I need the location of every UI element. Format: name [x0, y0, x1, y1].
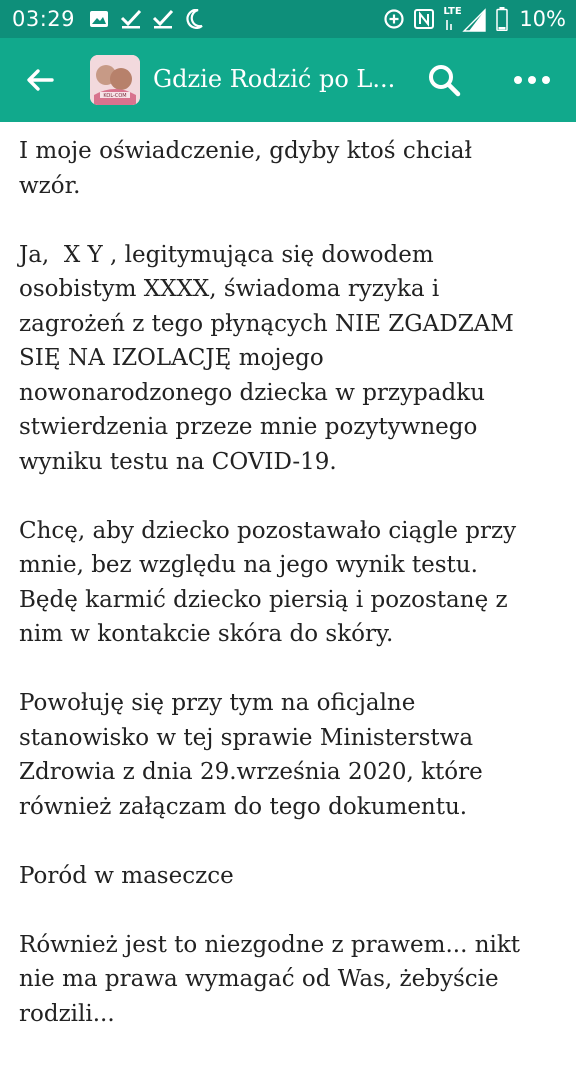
post-paragraph: Również jest to niezgodne z prawem... nikt nie ma prawa wymagać od Was, żebyście rodzili...: [19, 931, 521, 1027]
post-paragraph: Chcę, aby dziecko pozostawało ciągle przy mnie, bez względu na jego wynik testu. Będę karmić dziecko piersią i pozostanę z nim w kontakcie skóra do skóry.: [19, 517, 517, 647]
search-button[interactable]: [424, 60, 464, 100]
check-icon: [120, 8, 142, 30]
status-time: 03:29: [12, 7, 76, 31]
notification-icons: [88, 8, 206, 30]
group-avatar[interactable]: [90, 55, 140, 105]
status-bar: [0, 0, 576, 38]
moon-icon: [184, 8, 206, 30]
post-paragraph: Ja, X Y , legitymująca się dowodem osobistym XXXX, świadoma ryzyka i zagrożeń z tego płynących NIE ZGADZAM SIĘ NA IZOLACJĘ mojego nowonarodzonego dziecka w przypadku stwierdzenia przeze mnie pozytywnego wyniku testu na COVID-19.: [19, 241, 514, 475]
back-button[interactable]: [20, 62, 60, 98]
lte-label: LTE: [443, 6, 462, 17]
post-paragraph: Powołuję się przy tym na oficjalne stanowisko w tej sprawie Ministerstwa Zdrowia z dnia 29.września 2020, które również załączam do tego dokumentu.: [19, 690, 483, 820]
app-bar: [0, 38, 576, 122]
post-paragraph: Poród w maseczce: [19, 862, 234, 889]
battery-icon: [495, 8, 509, 30]
page-title: Gdzie Rodzić po L...: [153, 65, 396, 93]
more-options-button[interactable]: [510, 60, 554, 100]
search-icon: [427, 63, 461, 97]
check-icon: [152, 8, 174, 30]
lte-signal-icon: [443, 8, 487, 30]
nfc-icon: [413, 8, 435, 30]
avatar-caption: KOL-COM: [103, 93, 127, 99]
post-body: [19, 134, 559, 1066]
system-icons: [383, 6, 566, 32]
battery-percent: 10%: [519, 7, 566, 31]
image-icon: [88, 8, 110, 30]
post-paragraph: I moje oświadczenie, gdyby ktoś chciał wzór.: [19, 138, 472, 199]
arrow-left-icon: [26, 68, 54, 92]
more-dots-icon: [513, 75, 551, 85]
data-saver-icon: [383, 8, 405, 30]
